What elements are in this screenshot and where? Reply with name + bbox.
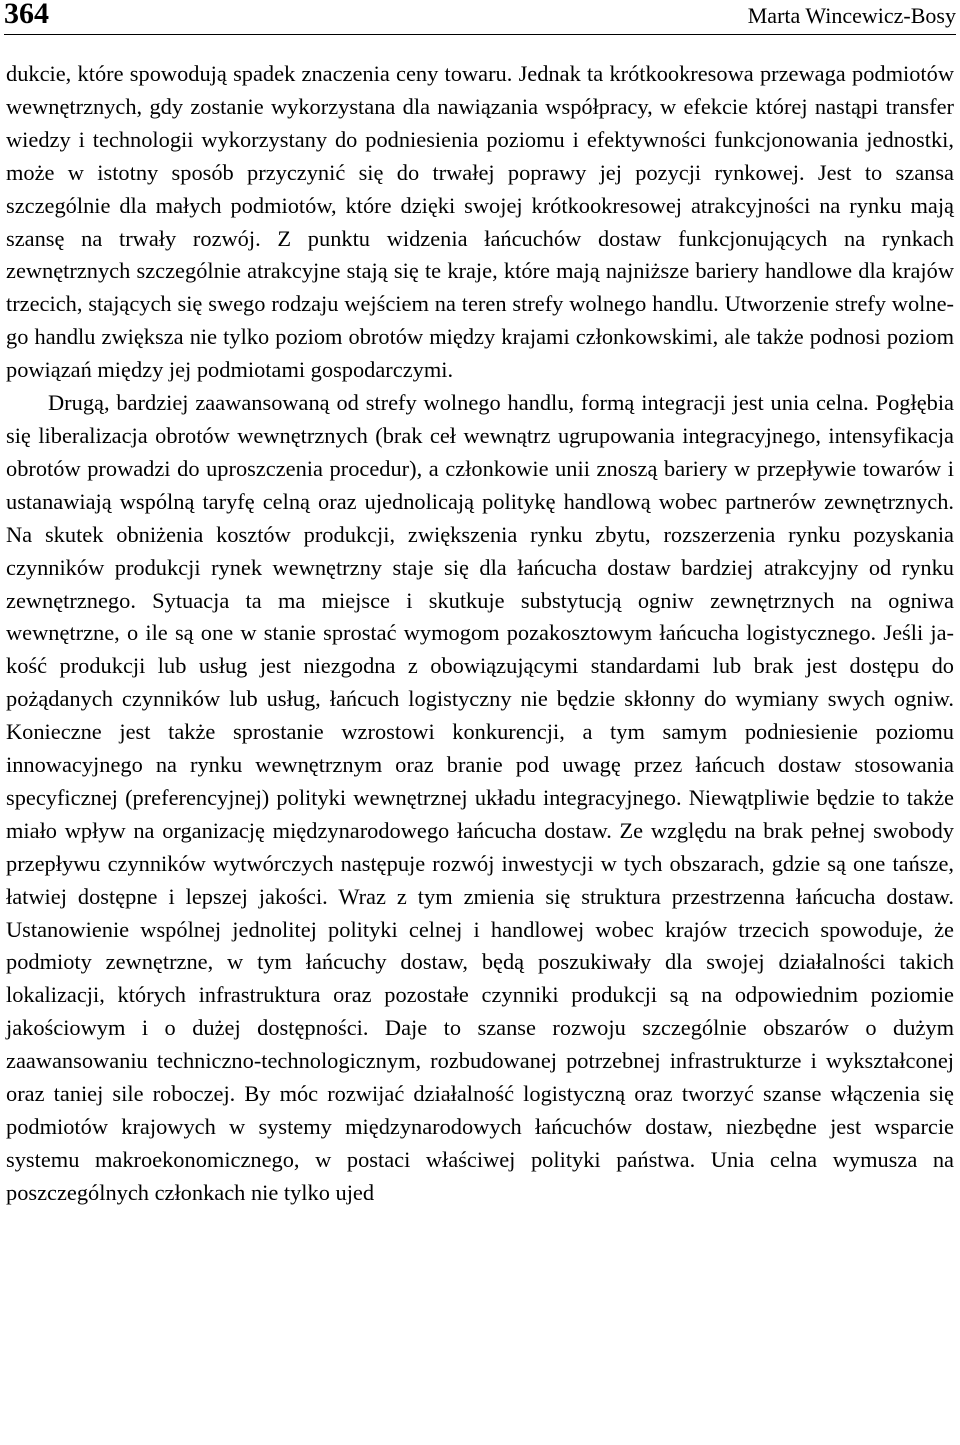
author-name: Marta Wincewicz-Bosy	[747, 3, 956, 28]
paragraph-customs-union: Drugą, bardziej zaawansowaną od strefy wolnego handlu, formą integracji jest unia celna. Pogłębia się liberalizacja obrotów wewnętrznych (brak ceł wewnątrz ugrupowania integracyjnego, intensyfikacja obrotów prowadzi do uproszczenia procedur), a członkowie unii znoszą bariery w przepływie towarów i ustanawiają wspólną taryfę celną oraz ujednolicają politykę handlową wobec partnerów zewnętrznych. Na skutek obniżenia kosztów produkcji, zwiększenia rynku zbytu, rozszerzenia rynku pozyskania czynników produkcji rynek wewnętrzny staje się dla łańcucha dostaw bardziej atrakcyjny od rynku zewnętrznego. Sytuacja ta ma miejsce i skutkuje substytucją ogniw zewnętrznych na ogniwa wewnętrzne, o ile są one w stanie sprostać wymogom pozakosztowym łańcucha logistycznego. Jeśli jakość produkcji lub usług jest niezgodna z obowiązującymi standardami lub brak jest dostępu do pożądanych czynników lub usług, łańcuch logistyczny nie będzie skłonny do wymiany swych ogniw. Konieczne jest także sprostanie wzrostowi konkurencji, a tym samym podniesienie poziomu innowacyjnego na rynku wewnętrznym oraz branie pod uwagę przez łańcuch dostaw stosowania specyficznej (preferencyjnej) polityki wewnętrznej układu integracyjnego. Niewątpliwie będzie to także miało wpływ na organizację międzynarodowego łańcucha dostaw. Ze względu na brak pełnej swobody przepływu czynników wytwórczych następuje rozwój inwestycji w tych obszarach, gdzie są one tańsze, łatwiej dostępne i lepszej jakości. Wraz z tym zmienia się struktura przestrzenna łańcucha dostaw. Ustanowienie wspólnej jednolitej polityki celnej i handlowej wobec krajów trzecich spowoduje, że podmioty zewnętrzne, w tym łańcuchy dostaw, będą poszukiwały dla swojej działalności takich lokalizacji, których infrastruktura oraz pozostałe czynniki produkcji są na odpowiednim poziomie jakościowym i o dużej dostępności. Daje to szanse rozwoju szczególnie obszarów o dużym zaawansowaniu techniczno-technologicznym, rozbudowanej potrzebnej infrastrukturze i wykształconej oraz taniej sile roboczej. By móc rozwijać działalność logistyczną oraz tworzyć szanse włączenia się podmiotów krajowych w systemy międzynarodowych łańcuchów dostaw, niezbędne jest wsparcie systemu makroekonomicznego, w postaci właściwej polityki państwa. Unia celna wymusza na poszczególnych członkach nie tylko ujed	[6, 390, 954, 1205]
running-header	[4, 0, 956, 35]
page-number: 364	[4, 0, 49, 30]
body-text	[6, 58, 954, 1210]
paragraph-continued: dukcie, które spowodują spadek znaczenia ceny towaru. Jednak ta krótkookresowa przewaga podmiotów wewnętrznych, gdy zostanie wykorzystana dla nawiązania współpracy, w efekcie której nastąpi transfer wiedzy i technologii wykorzystany do podniesienia poziomu i efektywności funkcjonowania jednostki, może w istotny sposób przyczynić się do trwałej poprawy jej pozycji rynkowej. Jest to szansa szczególnie dla małych podmiotów, które dzięki swojej krótkookresowej atrakcyjności na rynku mają szansę na trwały rozwój. Z punktu widzenia łańcuchów dostaw funkcjonujących na rynkach zewnętrznych szczególnie atrakcyjne stają się te kraje, które mają najniższe bariery handlowe dla krajów trzecich, stających się swego rodzaju wejściem na teren strefy wolnego handlu. Utworzenie strefy wolnego handlu zwiększa nie tylko poziom obrotów między krajami członkowskimi, ale także podnosi poziom powiązań między jej podmiotami gospodarczymi.	[6, 61, 954, 383]
